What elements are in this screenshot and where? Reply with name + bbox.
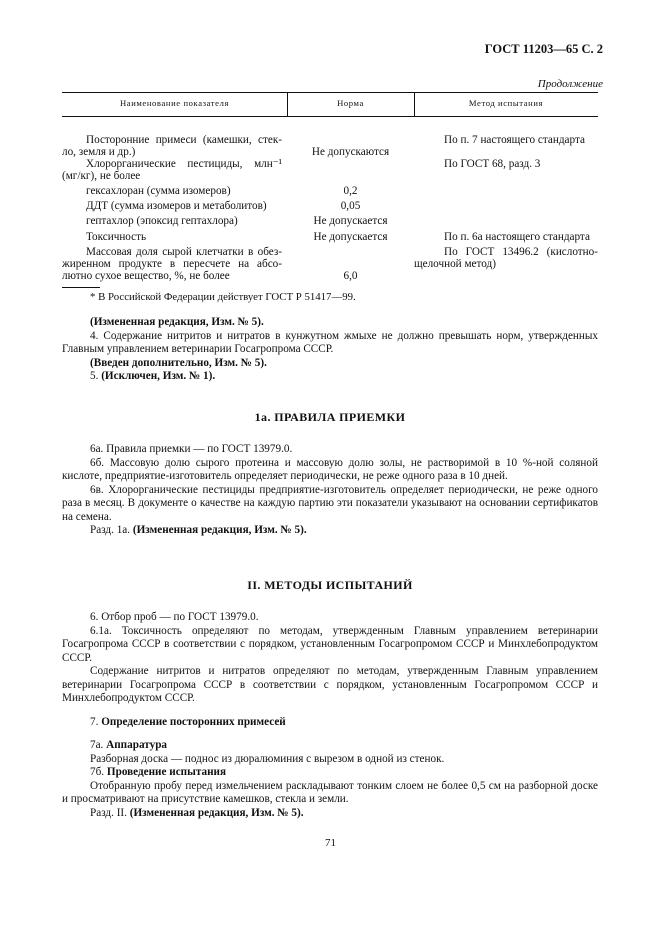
table-cell-norm: Не допускается (313, 215, 388, 227)
amendment-prefix: Разд. II. (90, 806, 127, 819)
paragraph-number: 5. (90, 370, 99, 382)
amendment-note: (Измененная редакция, Изм. № 5). (132, 524, 307, 536)
table-cell-norm: 0,2 (343, 185, 358, 197)
subsection-title: Аппаратура (106, 739, 168, 751)
section-title-methods: II. МЕТОДЫ ИСПЫТАНИЙ (247, 578, 413, 592)
paragraph-4: 4. Содержание нитритов и нитратов в кунжутном жмыхе не должно превышать норм, утвержденных Главным управлением ветеринарии Госагропрома СССР. (62, 329, 598, 355)
paragraph-nitrites: Содержание нитритов и нитратов определяют по методам, утвержденным Главным управлением ветеринарии Госагропрома СССР в соответствии с порядком, установленным Госагропромом СССР и Минхлебопродуктом СССР. (62, 665, 598, 704)
amendment-note: (Введен дополнительно, Изм. № 5). (90, 356, 267, 369)
paragraph-procedure: Отобранную пробу перед измельчением раскладывают тонким слоем не более 0,5 см на разборной доске и просматривают на присутствие камешков, стекла и земли. (62, 779, 598, 805)
post-table-block (62, 316, 598, 384)
table-cell-method: По п. 7 настоящего стандарта (444, 134, 585, 146)
column-header-name: Наименование показателя (119, 98, 230, 108)
paragraph-6b: 6б. Массовую долю сырого протеина и массовую долю золы, не растворимой в 10 %-ной соляной кислоте, предприятие-изготовитель определяет периодически, не реже одного раза в 10 дней. (62, 456, 598, 482)
paragraph-6v: 6в. Хлорорганические пестициды предприятие-изготовитель определяет периодически, не реже одного раза в месяц. В документе о качестве на каждую партию эти показатели указывают на основании сертификатов на семена. (62, 483, 598, 523)
section-acceptance-body (62, 443, 598, 538)
amendment-note: (Исключен, Изм. № 1). (101, 370, 216, 382)
section-amendment (62, 807, 598, 821)
subsection-title: Определение посторонних примесей (101, 715, 286, 728)
table-header-rule (62, 116, 598, 117)
table-cell-name: гептахлор (эпоксид гептахлора) (86, 215, 238, 227)
paragraph-7b (62, 766, 598, 780)
table-cell-name: Посторонние примеси (камешки, стек- (86, 134, 282, 146)
table-cell-name: ло, земля и др.) (62, 146, 136, 158)
table-cell-norm: Не допускаются (311, 146, 390, 158)
table-cell-method: По ГОСТ 68, разд. 3 (444, 158, 541, 170)
paragraph-6-1a: 6.1а. Токсичность определяют по методам, утвержденным Главным управлением ветеринарии Госагропрома СССР в соответствии с порядком, установленным Госагропромом СССР и Минхлебопродуктом СССР. (62, 624, 598, 664)
table-cell-name: ДДТ (сумма изомеров и метаболитов) (86, 200, 267, 212)
amendment-note: (Измененная редакция, Изм. № 5). (129, 806, 304, 819)
table-cell-norm: 0,05 (340, 200, 361, 212)
table-cell-name: Хлорорганические пестициды, млн⁻¹ (86, 158, 282, 170)
amendment-prefix: Разд. 1а. (90, 524, 131, 536)
footnote-separator (62, 287, 100, 288)
section-title-acceptance: 1а. ПРАВИЛА ПРИЕМКИ (254, 410, 406, 424)
paragraph-number: 7. (90, 715, 99, 728)
table-cell-name: лютно сухое вещество, %, не более (62, 270, 230, 282)
column-header-norm: Норма (337, 98, 364, 108)
column-header-method: Метод испытания (468, 98, 544, 108)
table-top-rule (62, 92, 598, 93)
paragraph-7 (62, 716, 598, 730)
table-cell-method: По ГОСТ 13496.2 (кислотно- (444, 246, 598, 258)
paragraph-number: 7б. (90, 766, 105, 778)
table-cell-norm: 6,0 (343, 270, 358, 282)
page-number: 71 (325, 837, 336, 849)
table-cell-name: гексахлоран (сумма изомеров) (86, 185, 231, 197)
document-code: ГОСТ 11203—65 С. 2 (484, 42, 603, 56)
paragraph-7a (62, 739, 598, 753)
paragraph-6a: 6а. Правила приемки — по ГОСТ 13979.0. (90, 443, 293, 455)
continued-label: Продолжение (537, 78, 603, 90)
table-cell-name: Массовая доля сырой клетчатки в обез- (86, 246, 282, 258)
paragraph-number: 7а. (90, 739, 104, 751)
subsection-title: Проведение испытания (106, 766, 227, 778)
table-cell-norm: Не допускается (313, 231, 388, 243)
amendment-note: (Измененная редакция, Изм. № 5). (90, 316, 264, 328)
section-amendment (62, 524, 598, 538)
table-cell-name: жиренном продукте в пересчете на абсо- (62, 258, 282, 270)
section-methods-body (62, 611, 598, 820)
paragraph-5 (62, 370, 598, 384)
paragraph-6: 6. Отбор проб — по ГОСТ 13979.0. (90, 611, 259, 623)
table-cell-name: (мг/кг), не более (62, 170, 141, 182)
paragraph-apparatus: Разборная доска — поднос из дюралюминия с вырезом в одной из стенок. (90, 752, 445, 765)
table-cell-name: Токсичность (86, 231, 147, 243)
table-cell-method: По п. 6а настоящего стандарта (444, 231, 590, 243)
table-cell-method: щелочной метод) (414, 258, 496, 270)
footnote: * В Российской Федерации действует ГОСТ Р 51417—99. (90, 291, 356, 303)
